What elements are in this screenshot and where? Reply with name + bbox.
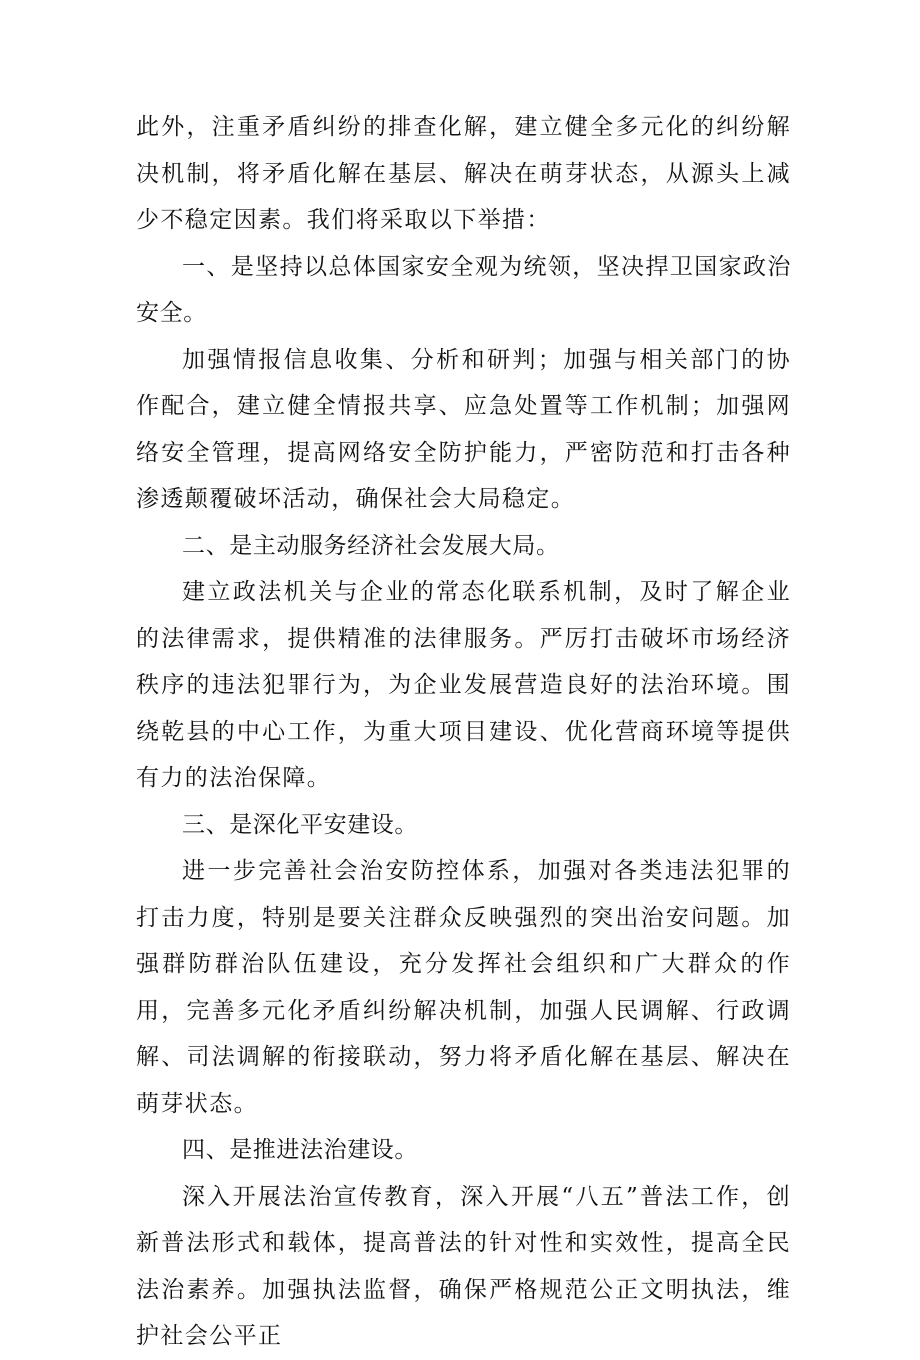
section-heading-1: 一、是坚持以总体国家安全观为统领，坚决捍卫国家政治安全。 (136, 253, 791, 326)
intro-paragraph: 此外，注重矛盾纠纷的排查化解，建立健全多元化的纠纷解决机制，将矛盾化解在基层、解决在萌芽状态，从源头上减少不稳定因素。我们将采取以下举措： (136, 114, 791, 233)
section-body-2: 建立政法机关与企业的常态化联系机制，及时了解企业的法律需求，提供精准的法律服务。严厉打击破坏市场经济秩序的违法犯罪行为，为企业发展营造良好的法治环境。围绕乾县的中心工作，为重大项目建设、优化营商环境等提供有力的法治保障。 (136, 579, 791, 791)
section-heading-3: 三、是深化平安建设。 (182, 811, 418, 838)
section-body-3: 进一步完善社会治安防控体系，加强对各类违法犯罪的打击力度，特别是要关注群众反映强烈的突出治安问题。加强群防群治队伍建设，充分发挥社会组织和广大群众的作用，完善多元化矛盾纠纷解决机制，加强人民调解、行政调解、司法调解的衔接联动，努力将矛盾化解在基层、解决在萌芽状态。 (136, 858, 791, 1117)
document-body (136, 104, 791, 1360)
section-heading-2: 二、是主动服务经济社会发展大局。 (182, 532, 560, 559)
section-heading-4: 四、是推进法治建设。 (182, 1137, 418, 1163)
section-body-4: 深入开展法治宣传教育，深入开展“八五”普法工作，创新普法形式和载体，提高普法的针对性和实效性，提高全民法治素养。加强执法监督，确保严格规范公正文明执法，维护社会公平正 (136, 1183, 791, 1349)
section-body-1: 加强情报信息收集、分析和研判；加强与相关部门的协作配合，建立健全情报共享、应急处置等工作机制；加强网络安全管理，提高网络安全防护能力，严密防范和打击各种渗透颠覆破坏活动，确保社会大局稳定。 (136, 346, 791, 512)
